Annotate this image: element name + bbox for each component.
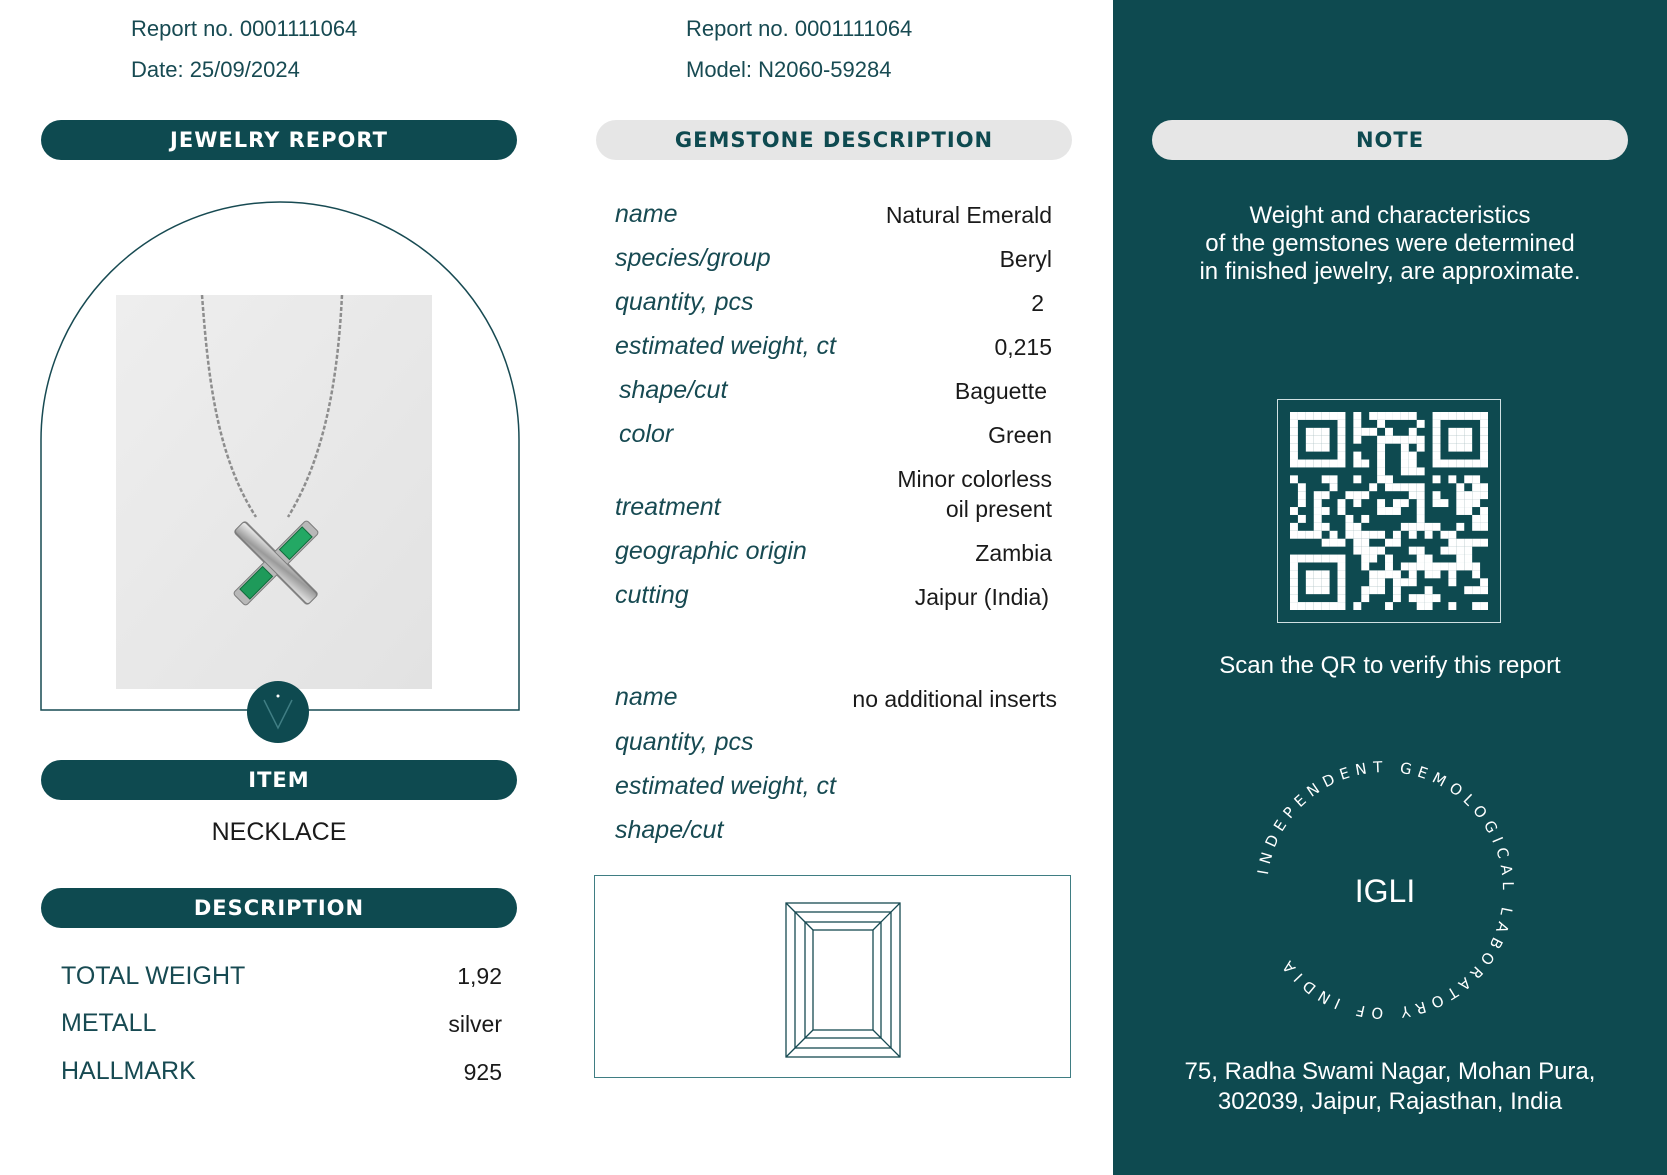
add-value-name: no additional inserts: [852, 686, 1057, 712]
gem-value-treatment-line1: Minor colorless: [897, 466, 1052, 492]
necklace-photo: [116, 295, 432, 689]
gem-label-weight: estimated weight, ct: [615, 332, 836, 360]
note-line-3: in finished jewelry, are approximate.: [1199, 258, 1581, 285]
jewelry-report-header: JEWELRY REPORT: [41, 120, 517, 160]
note-line-2: of the gemstones were determined: [1205, 230, 1575, 257]
qr-caption: Scan the QR to verify this report: [1219, 652, 1561, 679]
mid-report-no: Report no. 0001111064: [686, 16, 913, 41]
gem-value-color: Green: [988, 422, 1052, 448]
igli-seal: [1250, 755, 1520, 1025]
desc-label-metall: METALL: [61, 1009, 157, 1037]
gem-label-treatment: treatment: [615, 493, 721, 521]
note-header: NOTE: [1152, 120, 1628, 160]
gem-value-treatment-line2: oil present: [945, 496, 1052, 522]
desc-value-total-weight: 1,92: [457, 963, 502, 989]
qr-code-icon: [1290, 412, 1488, 610]
desc-label-hallmark: HALLMARK: [61, 1057, 196, 1085]
address-line-2: 302039, Jaipur, Rajasthan, India: [1217, 1088, 1563, 1115]
gem-label-origin: geographic origin: [615, 537, 807, 565]
desc-label-total-weight: TOTAL WEIGHT: [61, 962, 246, 990]
seal-ring-text: INDEPENDENT GEMOLOGICAL LABORATORY OF INDIA: [1254, 757, 1518, 1023]
gem-value-quantity: 2: [1031, 290, 1044, 316]
add-label-name: name: [615, 683, 678, 711]
mid-model: Model: N2060-59284: [686, 57, 892, 82]
item-header: ITEM: [41, 760, 517, 800]
gem-value-species: Beryl: [999, 246, 1052, 272]
gem-label-shape: shape/cut: [619, 376, 728, 404]
add-label-weight: estimated weight, ct: [615, 772, 836, 800]
gem-label-species: species/group: [615, 244, 771, 272]
qr-code[interactable]: [1277, 399, 1501, 623]
address: [1113, 1057, 1667, 1117]
gem-value-shape: Baguette: [954, 378, 1047, 404]
description-header: DESCRIPTION: [41, 888, 517, 928]
note-line-1: Weight and characteristics: [1249, 202, 1531, 229]
item-value: NECKLACE: [211, 818, 347, 846]
gem-value-weight: 0,215: [994, 334, 1052, 360]
brand-logo-icon: [246, 680, 310, 744]
add-label-quantity: quantity, pcs: [615, 728, 754, 756]
note-text: [1113, 202, 1667, 286]
baguette-cut-diagram: [785, 902, 901, 1058]
desc-value-metall: silver: [448, 1011, 502, 1037]
desc-value-hallmark: 925: [463, 1059, 502, 1085]
gem-label-color: color: [619, 420, 674, 448]
seal-center-text: IGLI: [1354, 873, 1416, 909]
gem-label-name: name: [615, 200, 678, 228]
gem-value-name: Natural Emerald: [885, 202, 1052, 228]
gem-value-cutting: Jaipur (India): [914, 584, 1049, 610]
gem-label-quantity: quantity, pcs: [615, 288, 754, 316]
left-date: Date: 25/09/2024: [131, 57, 300, 82]
left-report-no: Report no. 0001111064: [131, 16, 358, 41]
cut-diagram-frame: [594, 875, 1071, 1078]
address-line-1: 75, Radha Swami Nagar, Mohan Pura,: [1184, 1058, 1596, 1085]
add-label-shape: shape/cut: [615, 816, 724, 844]
gem-label-cutting: cutting: [615, 581, 689, 609]
gem-value-origin: Zambia: [975, 540, 1052, 566]
gemstone-description-header: GEMSTONE DESCRIPTION: [596, 120, 1072, 160]
